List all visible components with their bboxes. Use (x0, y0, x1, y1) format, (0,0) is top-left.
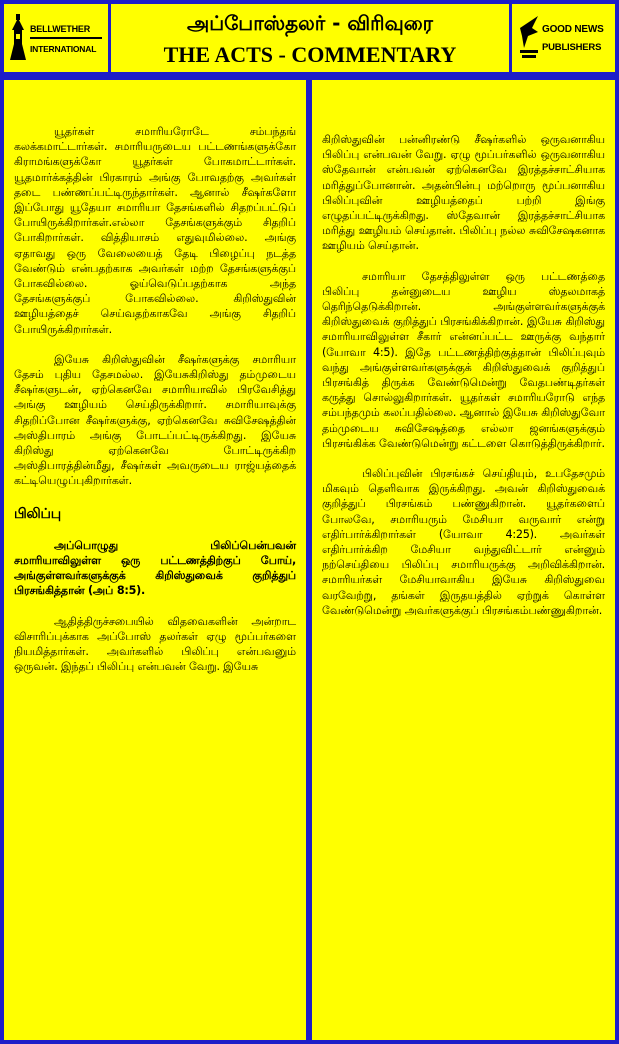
page-title-tamil: அப்போஸ்தலர் - விரிவுரை (187, 11, 433, 35)
page-body (0, 76, 619, 1044)
left-column (4, 80, 306, 1040)
logo-line2: PUBLISHERS (542, 42, 602, 53)
tower-icon (8, 14, 28, 60)
paragraph: கிறிஸ்துவின் பன்னிரண்டு சீஷர்களில் ஒருவனாகிய பிலிப்பு என்பவன் வேறு. ஏழு மூப்பர்களில் ஒருவனாகிய ஸ்தேவான் என்பவன் ஏற்கெனவே இரத்தச்சாட்சியாக மரித்துப்போனான். அதன்பின்பு மற்றொரு மூப்பனாகிய பிலிப்புவின் ஊழியத்தைப் பற்றி இங்கு எழுதப்பட்டிருக்கிறது. ஸ்தேவான் இரத்தச்சாட்சியாக மரித்து ஊழியம் செய்தான். பிலிப்பு நல்ல சுவிசேஷகனாக ஊழியம் செய்தான். (322, 133, 605, 253)
left-column-text (14, 124, 296, 675)
paragraph: சமாரியா தேசத்திலுள்ள ஒரு பட்டணத்தை பிலிப்பு தன்னுடைய ஊழிய ஸ்தலமாகத் தெரிந்தெடுக்கிறான். அங்குள்ளவர்களுக்குக் கிறிஸ்துவைக் குறித்துப் பிரசங்கிக்கிறான். இயேசு கிறிஸ்து சமாரியாவிலுள்ள சீகார் என்னப்பட்ட ஊருக்கு வந்தார் (யோவா 4:5). இதே பட்டணத்திற்குத்தான் பிலிப்புவும் வந்து அங்குள்ளவர்களுக்குக் கிறிஸ்துவைக் குறித்துப் பிரசங்கித் திருக்க வேண்டுமென்று வேதபண்டிதர்கள் கருத்து சொல்லுகிறார்கள். யூதர்கள் சமாரியரோடு எந்த சம்பந்தமும் கலப்பதில்லை. ஆனால் இயேசு கிறிஸ்துவோ தம்முடைய சுவிசேஷத்தை எல்லா ஜனங்களுக்கும் பிரசங்கிக்க வேண்டுமென்று கட்டளை கொடுத்திருக்கிறார். (322, 269, 605, 450)
logo-line1: BELLWETHER (30, 24, 90, 34)
scripture-quote: அப்பொழுது பிலிப்பென்பவன் சமாரியாவிலுள்ள ஒரு பட்டணத்திற்குப் போய், அங்குள்ளவர்களுக்குக் கிறிஸ்துவைக் குறித்துப் பிரசங்கித்தான் (அப் 8:5). (14, 538, 296, 598)
publisher-logo-left (4, 4, 108, 72)
logo-divider (30, 37, 102, 39)
page-title-english: THE ACTS - COMMENTARY (163, 42, 457, 67)
title-panel (111, 4, 509, 72)
good-news-logo (518, 12, 614, 64)
logo-line2: INTERNATIONAL (30, 44, 97, 54)
dove-icon (518, 14, 540, 60)
section-heading: பிலிப்பு (14, 505, 61, 522)
paragraph: இயேசு கிறிஸ்துவின் சீஷர்களுக்கு சமாரியா தேசம் புதிய தேசமல்ல. இயேசுகிறிஸ்து தம்முடைய சீஷர்களுடன், ஏற்கெனவே சமாரியாவில் பிரவேசித்து அங்கு ஊழியம் செய்திருக்கிறார். சமாரியாவுக்கு சிதறிப்போன சீஷர்களுக்கு, ஏற்கெனவே சுவிசேஷத்தின் அஸ்திபாரம் அங்கு போடப்பட்டிருக்கிறது. இயேசு கிறிஸ்து ஏற்கெனவே போட்டிருக்கிற அஸ்திபாரத்தின்மீது, சீஷர்கள் அவருடைய ராஜ்யத்தைக் கட்டியெழுப்புகிறார்கள். (14, 352, 296, 488)
right-column (312, 80, 615, 1040)
paragraph: பிலிப்புவின் பிரசங்கச் செய்தியும், உபதேசமும் மிகவும் தெளிவாக இருக்கிறது. அவன் கிறிஸ்துவைக் குறித்துப் பிரசங்கம் பண்ணுகிறான். யூதர்களைப் போலவே, சமாரியரும் மேசியா வருவார் என்று எதிர்பார்க்கிறார்கள் (யோவா 4:25). அவர்கள் எதிர்பார்க்கிற மேசியா வந்துவிட்டார் என்னும் நற்செய்தியை பிலிப்பு சமாரியருக்கு அறிவிக்கிறான். சமாரியர்கள் மேசியாவாகிய இயேசு கிறிஸ்துவை வரவேற்று, தங்கள் இருதயத்தில் ஏற்றுக் கொள்ள வேண்டுமென்று அவர்களுக்குப் பிரசங்கம்பண்ணுகிறான். (322, 467, 605, 617)
paragraph: ஆதித்திருச்சபையில் விதவைகளின் அன்றாட விசாரிப்புக்காக அப்போஸ் தலர்கள் ஏழு மூப்பர்களை நியமித்தார்கள். அவர்களில் பிலிப்பு என்பவனும் ஒருவன். இந்தப் பிலிப்பு என்பவன் வேறு. இயேசு (14, 614, 296, 674)
logo-line1: GOOD NEWS (542, 24, 604, 35)
publisher-logo-right (512, 4, 615, 72)
bellwether-logo (8, 12, 104, 64)
paragraph: யூதர்கள் சமாரியரோடே சம்பந்தங் கலக்கமாட்டார்கள். சமாரியருடைய பட்டணங்களுக்கோ கிராமங்களுக்கோ யூதர்கள் போகமாட்டார்கள். யூதமார்க்கத்தின் பிரகாரம் அங்கு போவதற்கு அவர்கள் தடை பண்ணப்பட்டிருந்தார்கள். ஆனால் சீஷர்களோ இப்போது யூதேயா சமாரியா தேசங்களில் சிதறப்பட்டுப் போயிருக்கிறார்கள்.எல்லா தேசங்களுக்கும் சிதறிப் போகிறார்கள். வித்தியாசம் எதுவுமில்லை. அங்கு ஏதாவது ஒரு வேலையைத் தேடி பிழைப்பு நடத்த வேண்டும் என்பதற்காக அவர்கள் மற்ற தேசங்களுக்குப் போகவில்லை. ஓய்வெடுப்பதற்காக அந்த தேசங்களுக்குப் போகவில்லை. கிறிஸ்துவின் ஊழியத்தைச் செய்வதற்காகவே அங்கு சிதறிப் போயிருக்கிறார்கள். (14, 125, 296, 336)
right-column-text (322, 132, 605, 618)
page-header (0, 0, 619, 76)
